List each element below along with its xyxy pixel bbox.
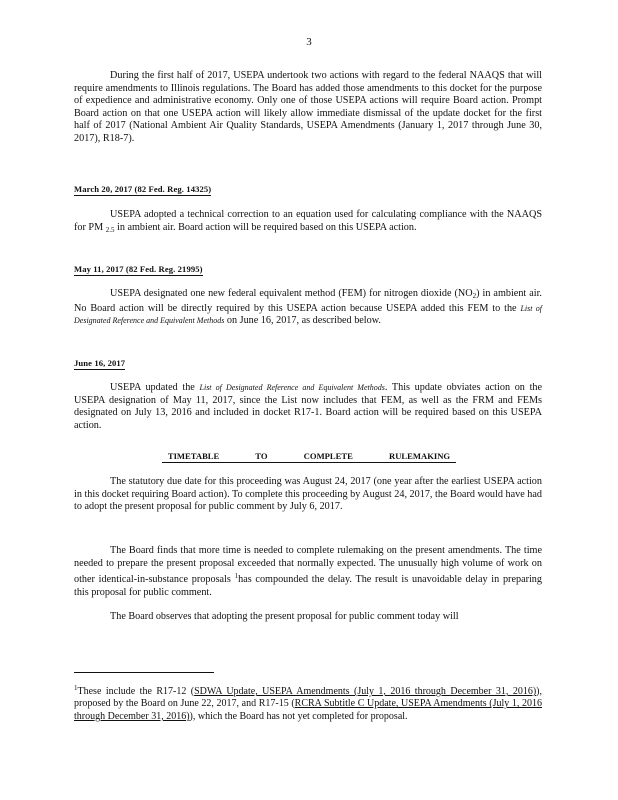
paragraph-more-time xyxy=(74,545,542,599)
heading-june-16-text: June 16, 2017 xyxy=(74,358,126,368)
footnote-text-b: ), proposed by the Board on June 22, 2017, and R17-15 ( xyxy=(74,686,542,710)
footnote-1 xyxy=(74,682,542,723)
footnote-rcra-title: RCRA Subtitle C Update, USEPA Amendments (July 1, 2016 through December 31, 2016) xyxy=(74,698,542,722)
paragraph-statutory-due-date: The statutory due date for this proceeding was August 24, 2017 (one year after the earliest USEPA action in this docket requiring Board action). To complete this proceeding by August 24, 2017, the Board would have had to adopt the present proposal for public comment by July 6, 2017. xyxy=(74,476,542,513)
footnote-reference: 1 xyxy=(234,572,239,581)
p2-text-b: in ambient air. Board action will be required based on this USEPA action. xyxy=(117,221,417,233)
p4-text-b: . This update obviates action on the USEPA designation of May 11, 2017, since the List now includes that FEM, as well as the FRM and FEMs designated on July 13, 2016 and included in docket R17-1. Board action will be required based on this USEPA action. xyxy=(74,382,543,431)
p2-text-a: USEPA adopted a technical correction to an equation used for calculating compliance with the NAAQS for PM xyxy=(74,209,542,233)
heading-may-11 xyxy=(74,264,203,276)
paragraph-march-20 xyxy=(74,209,542,236)
page-number: 3 xyxy=(306,36,312,48)
p4-text-a: USEPA updated the xyxy=(110,382,195,393)
p3-text-a: USEPA designated one new federal equivalent method (FEM) for nitrogen dioxide (NO xyxy=(110,288,473,299)
timetable-heading-text: TIMETABLE TO COMPLETE RULEMAKING xyxy=(162,451,456,463)
p3-text-b: ) in ambient air. No Board action will be directly required by this USEPA action because USEPA added this FEM to the xyxy=(74,288,542,314)
footnote-separator xyxy=(74,672,214,673)
footnote-mark: 1 xyxy=(74,684,78,692)
footnote-sdwa-title: SDWA Update, USEPA Amendments (July 1, 2016 through December 31, 2016) xyxy=(194,686,537,697)
p6-text-a: The Board finds that more time is needed to complete rulemaking on the present amendments. The time needed to prepare the present proposal exceeded that normally expected. The unusually high volume of work on other identical-in-substance proposals xyxy=(74,545,542,586)
no2-subscript: 2 xyxy=(472,292,477,300)
paragraph-intro: During the first half of 2017, USEPA undertook two actions with regard to the federal NAAQS that will require amendments to Illinois regulations. The Board has added those amendments to this docket for the purpose of expedience and administrative economy. Only one of those USEPA actions will require Board action. Prompt Board action on that one USEPA action will likely allow immediate dismissal of the update docket for the first half of 2017 (National Ambient Air Quality Standards, USEPA Amendments (January 1, 2017 through June 30, 2017), R18-7). xyxy=(74,70,542,144)
footnote-text-a: These include the R17-12 ( xyxy=(77,686,195,697)
p3-italic-title: List of Designated Reference and Equivalent Methods xyxy=(74,303,542,326)
pm-subscript: 2.5 xyxy=(105,225,115,234)
p6-text-b: has compounded the delay. The result is unavoidable delay in preparing this proposal for public comment. xyxy=(74,574,542,598)
heading-march-20 xyxy=(74,184,211,196)
p4-italic-title: List of Designated Reference and Equivalent Methods xyxy=(199,383,385,392)
heading-may-11-text: May 11, 2017 (82 Fed. Reg. 21995) xyxy=(74,264,203,274)
heading-march-20-text: March 20, 2017 (82 Fed. Reg. 14325) xyxy=(74,184,212,194)
paragraph-may-11 xyxy=(74,288,542,328)
paragraph-june-16 xyxy=(74,382,542,432)
footnote-text-c: ), which the Board has not yet completed for proposal. xyxy=(189,710,408,722)
paragraph-board-observes: The Board observes that adopting the present proposal for public comment today will xyxy=(110,611,459,622)
p3-text-c: on June 16, 2017, as described below. xyxy=(226,315,381,327)
timetable-heading xyxy=(0,451,618,463)
heading-june-16 xyxy=(74,358,125,370)
